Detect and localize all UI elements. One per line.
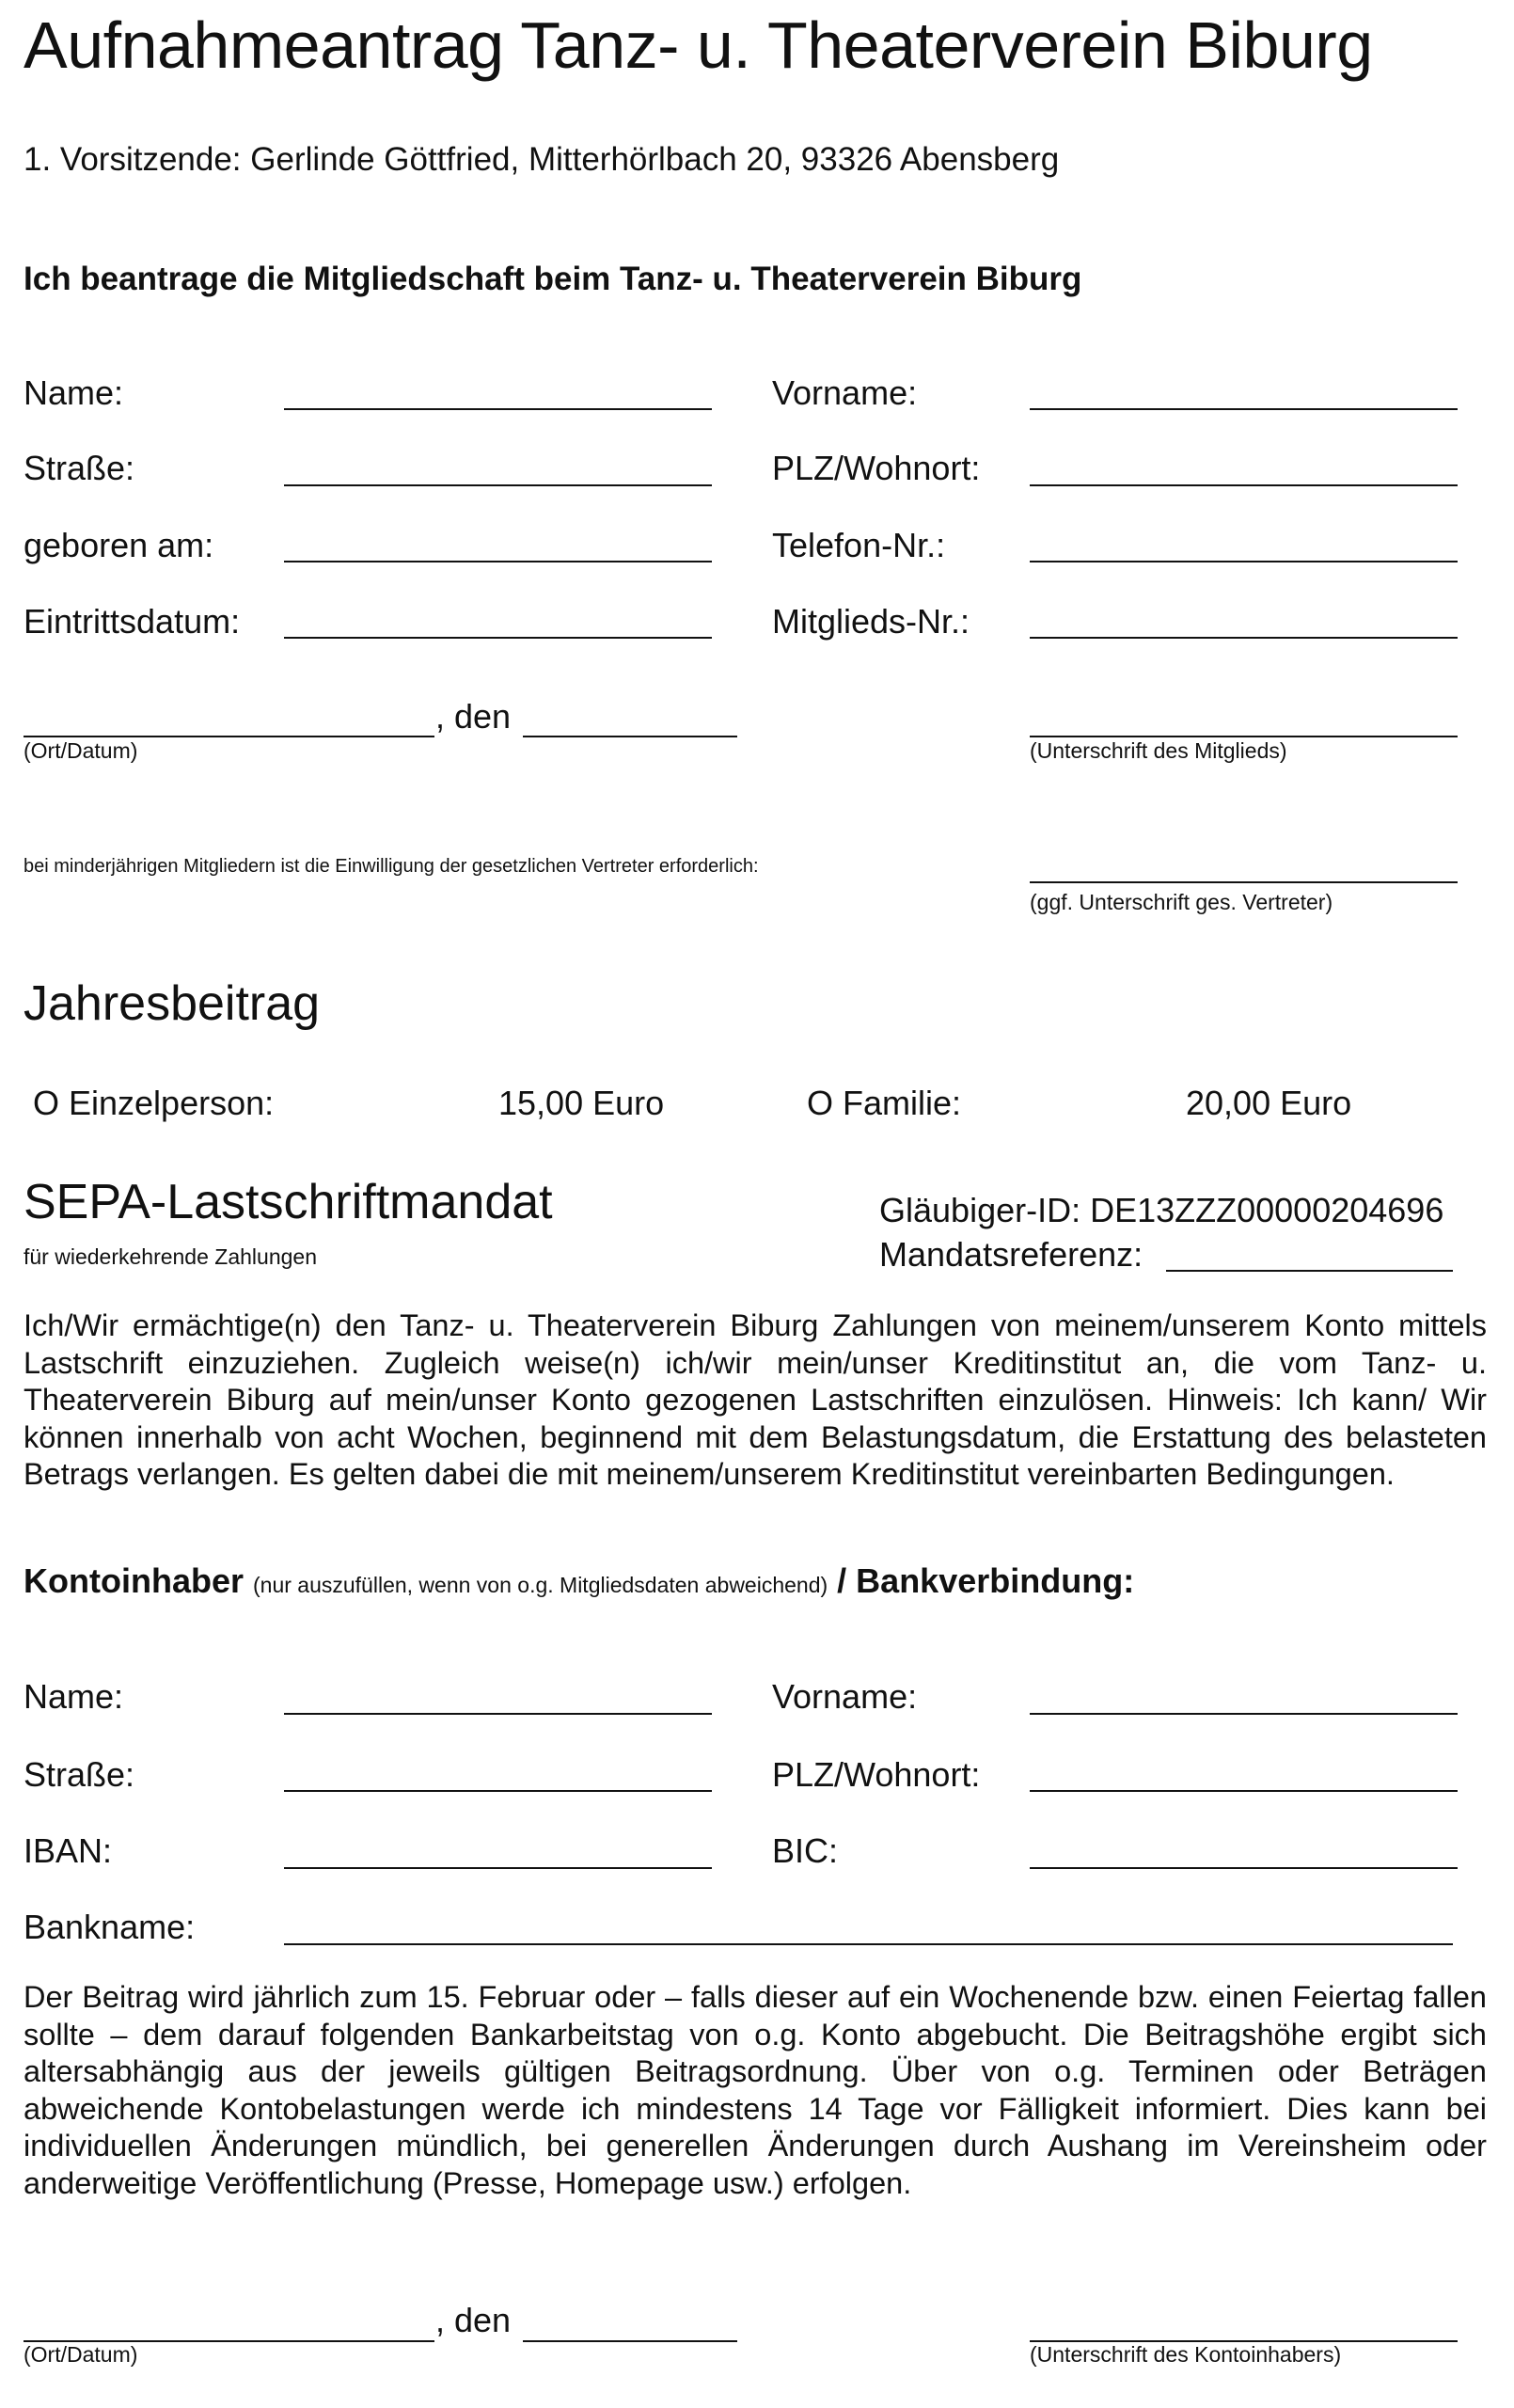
account-bankname-field[interactable] [284, 1943, 1453, 1945]
guardian-signature-field[interactable] [1030, 881, 1458, 883]
sepa-subheading: für wiederkehrende Zahlungen [24, 1244, 317, 1269]
member-mitgliedsnr-label: Mitglieds-Nr.: [772, 602, 970, 641]
account-heading [24, 1561, 1134, 1601]
ort-datum-caption: (Ort/Datum) [24, 738, 138, 763]
member-strasse-field[interactable] [284, 484, 712, 486]
member-eintritt-field[interactable] [284, 637, 712, 639]
member-name-field[interactable] [284, 408, 712, 410]
member-eintritt-label: Eintrittsdatum: [24, 602, 241, 641]
member-vorname-field[interactable] [1030, 408, 1458, 410]
member-strasse-label: Straße: [24, 449, 135, 487]
member-name-label: Name: [24, 373, 124, 412]
account-bankname-label: Bankname: [24, 1908, 196, 1946]
member-geboren-label: geboren am: [24, 526, 214, 564]
account-ort-datum-caption: (Ort/Datum) [24, 2342, 138, 2367]
account-plz-label: PLZ/Wohnort: [772, 1755, 981, 1794]
member-telefon-label: Telefon-Nr.: [772, 526, 946, 564]
account-strasse-label: Straße: [24, 1755, 135, 1794]
account-bic-label: BIC: [772, 1831, 839, 1870]
debit-terms-text: Der Beitrag wird jährlich zum 15. Februar oder – falls dieser auf ein Wochenende bzw. einen Feiertag fallen sollte – dem darauf folgenden Bankarbeitstag von o.g. Konto abgebucht. Die Beitragshöhe ergibt sich altersabhängig aus der jeweils gültigen Beitragsordnung. Über von o.g. Terminen oder Beträgen abweichende Kontobelastungen werde ich mindestens 14 Tage vor Fälligkeit informiert. Dies kann bei individuellen Änderungen mündlich, bei generellen Änderungen durch Aushang im Vereinsheim oder anderweitige Veröffentlichung (Presse, Homepage usw.) erfolgen. [24, 1980, 1487, 2200]
member-datum-field[interactable] [523, 736, 737, 737]
sepa-heading: SEPA-Lastschriftmandat [24, 1175, 553, 1229]
account-vorname-field[interactable] [1030, 1713, 1458, 1715]
account-vorname-label: Vorname: [772, 1677, 918, 1716]
member-signature-field[interactable] [1030, 736, 1458, 737]
chair-address: 1. Vorsitzende: Gerlinde Göttfried, Mitterhörlbach 20, 93326 Abensberg [24, 141, 1060, 178]
fee-single-option[interactable]: O Einzelperson: [33, 1084, 275, 1122]
mandate-reference-field[interactable] [1166, 1270, 1453, 1272]
account-iban-field[interactable] [284, 1867, 712, 1869]
member-ort-field[interactable] [24, 736, 434, 737]
minor-notice: bei minderjährigen Mitgliedern ist die Einwilligung der gesetzlichen Vertreter erforderlich: [24, 856, 759, 877]
member-vorname-label: Vorname: [772, 373, 918, 412]
member-geboren-field[interactable] [284, 561, 712, 562]
account-iban-label: IBAN: [24, 1831, 113, 1870]
account-bic-field[interactable] [1030, 1867, 1458, 1869]
account-den-label: , den [435, 2301, 512, 2339]
member-plz-label: PLZ/Wohnort: [772, 449, 981, 487]
member-signature-caption: (Unterschrift des Mitglieds) [1030, 738, 1287, 763]
account-holder-note: (nur auszufüllen, wenn von o.g. Mitgliedsdaten abweichend) [253, 1573, 828, 1597]
fee-single-amount: 15,00 Euro [498, 1084, 665, 1122]
den-label: , den [435, 697, 512, 736]
member-mitgliedsnr-field[interactable] [1030, 637, 1458, 639]
account-plz-field[interactable] [1030, 1790, 1458, 1792]
account-name-label: Name: [24, 1677, 124, 1716]
member-telefon-field[interactable] [1030, 561, 1458, 562]
page-title: Aufnahmeantrag Tanz- u. Theaterverein Biburg [24, 8, 1373, 82]
mandate-reference-label: Mandatsreferenz: [879, 1235, 1143, 1274]
fee-family-option[interactable]: O Familie: [807, 1084, 962, 1122]
sepa-mandate-text: Ich/Wir ermächtige(n) den Tanz- u. Theaterverein Biburg Zahlungen von meinem/unserem Konto mittels Lastschrift einzuziehen. Zugleich weise(n) ich/wir mein/unser Kreditinstitut an, die vom Tanz- u. Theaterverein Biburg auf mein/unser Konto gezogenen Lastschriften einzulösen. Hinweis: Ich kann/ Wir können innerhalb von acht Wochen, beginnend mit dem Belastungsdatum, die Erstattung des belasteten Betrags verlangen. Es gelten dabei die mit meinem/unserem Kreditinstitut vereinbarten Bedingungen. [24, 1308, 1487, 1491]
application-statement: Ich beantrage die Mitgliedschaft beim Tanz- u. Theaterverein Biburg [24, 261, 1082, 297]
account-holder-signature-caption: (Unterschrift des Kontoinhabers) [1030, 2342, 1342, 2367]
account-strasse-field[interactable] [284, 1790, 712, 1792]
creditor-id: Gläubiger-ID: DE13ZZZ00000204696 [879, 1191, 1444, 1229]
account-datum-field[interactable] [523, 2340, 737, 2342]
guardian-signature-caption: (ggf. Unterschrift ges. Vertreter) [1030, 890, 1333, 914]
fee-heading: Jahresbeitrag [24, 976, 321, 1031]
fee-family-amount: 20,00 Euro [1186, 1084, 1352, 1122]
account-holder-label: Kontoinhaber [24, 1561, 244, 1600]
account-name-field[interactable] [284, 1713, 712, 1715]
member-plz-field[interactable] [1030, 484, 1458, 486]
bank-details-label: / Bankverbindung: [837, 1561, 1135, 1600]
